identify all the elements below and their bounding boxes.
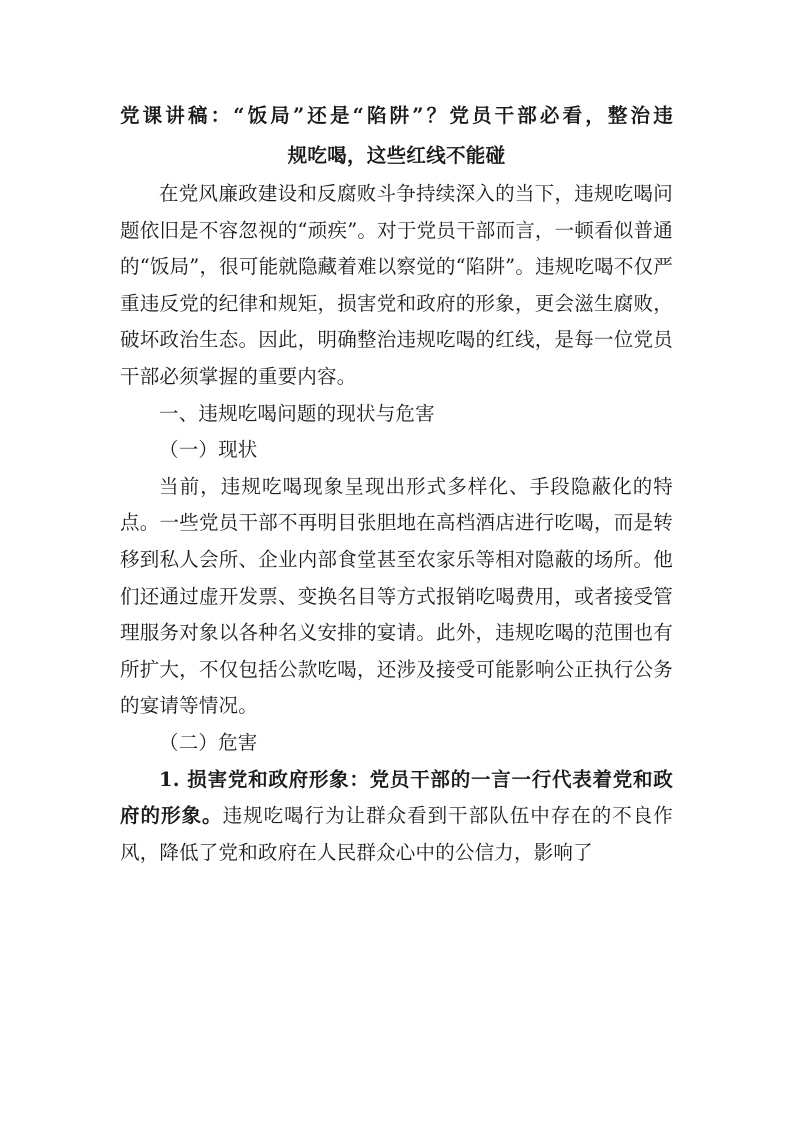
status-paragraph: 当前，违规吃喝现象呈现出形式多样化、手段隐蔽化的特点。一些党员干部不再明目张胆地在高档酒店进行吃喝，而是转移到私人会所、企业内部食堂甚至农家乐等相对隐蔽的场所。他们还通过虚开发票、变换名目等方式报销吃喝费用，或者接受管理服务对象以各种名义安排的宴请。此外，违规吃喝的范围也有所扩大，不仅包括公款吃喝，还涉及接受可能影响公正执行公务的宴请等情况。 [120,474,673,718]
intro-paragraph: 在党风廉政建设和反腐败斗争持续深入的当下，违规吃喝问题依旧是不容忽视的“顽疾”。对于党员干部而言，一顿看似普通的“饭局”，很可能就隐藏着难以察觉的“陷阱”。违规吃喝不仅严重违反党的纪律和规矩，损害党和政府的形象，更会滋生腐败，破坏政治生态。因此，明确整治违规吃喝的红线，是每一位党员干部必须掌握的重要内容。 [120,182,673,388]
document-page [120,96,673,871]
harm-item-1-paragraph [120,762,673,872]
harm-item-1-body: 违规吃喝行为让群众看到干部队伍中存在的不良作风，降低了党和政府在人民群众心中的公信力，影响了 [120,804,673,864]
subsection-heading-status: （一）现状 [159,438,258,462]
subsection-heading-harm: （二）危害 [159,730,258,754]
title-line-1: 党课讲稿：“饭局”还是“陷阱”？党员干部必看，整治违 [120,104,673,127]
title-line-2: 规吃喝，这些红线不能碰 [287,144,506,167]
document-title [120,96,673,176]
harm-item-1-lead: 1. 损害党和政府形象：党员干部的一言一行代表着党和政府的形象。 [120,767,673,828]
section-heading-1: 一、违规吃喝问题的现状与危害 [159,401,435,425]
